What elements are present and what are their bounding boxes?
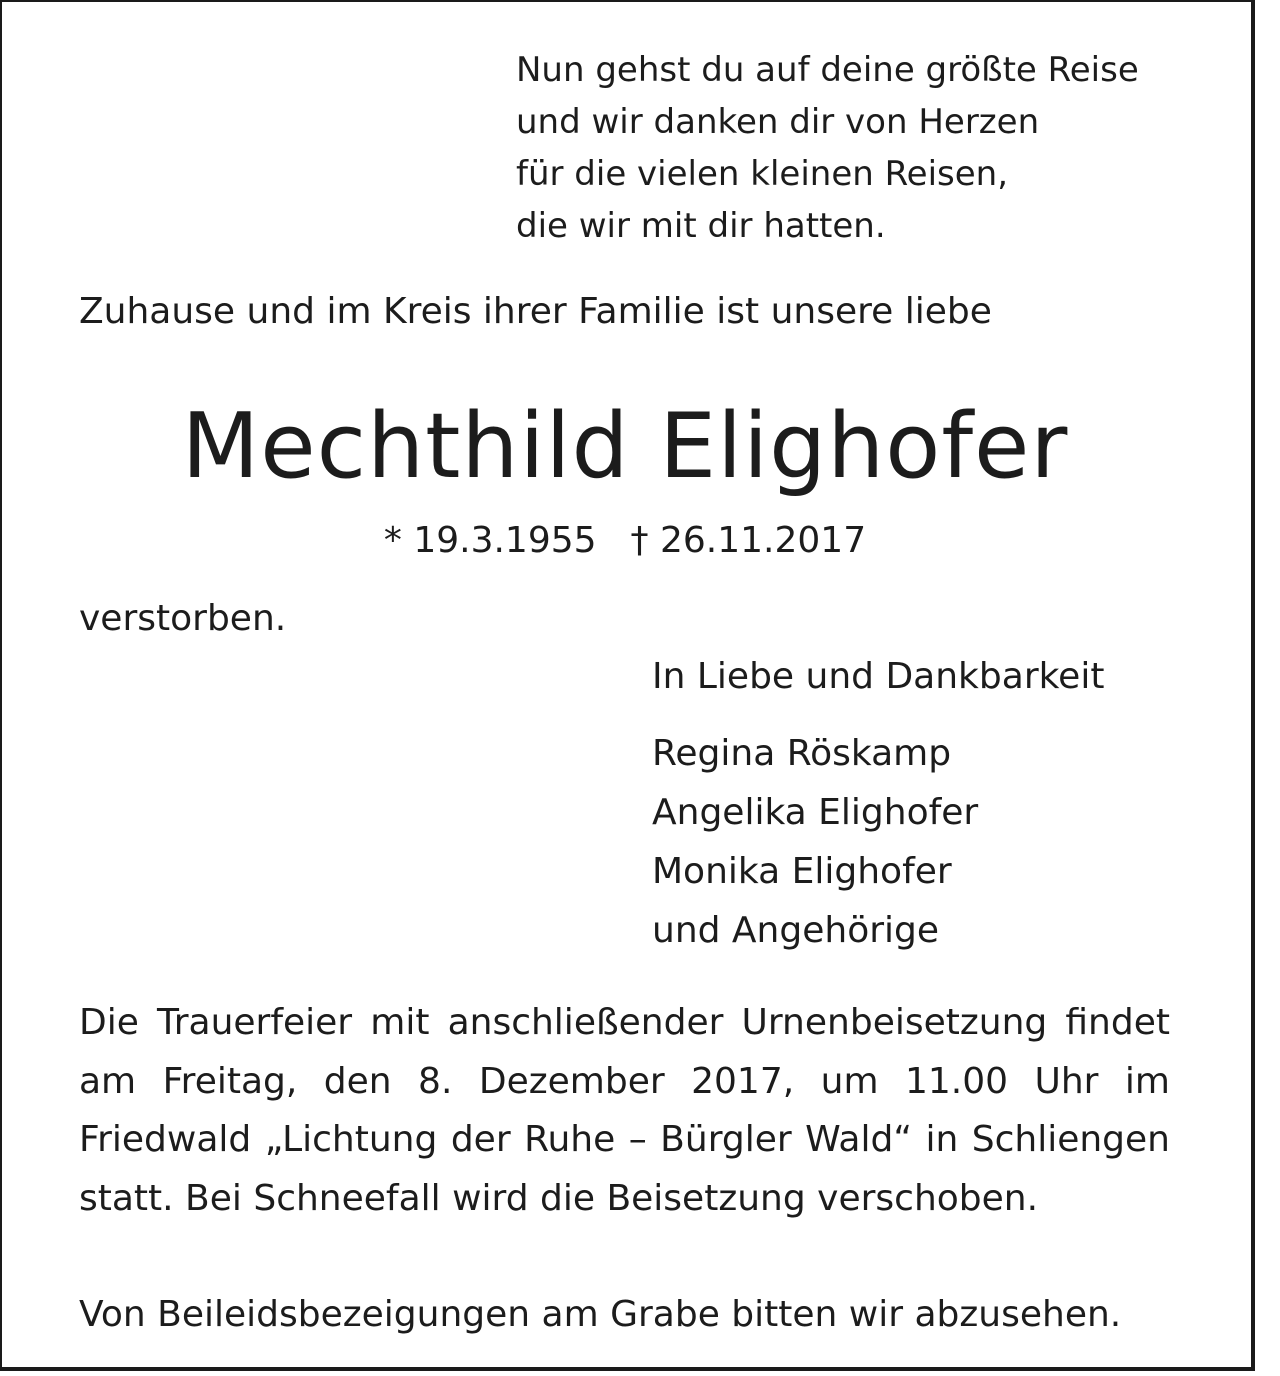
poem-line: die wir mit dir hatten.: [516, 206, 886, 246]
deceased-name: Mechthild Elighofer: [181, 394, 1069, 499]
signer-name: Angelika Elighofer: [652, 792, 979, 833]
birth-date: * 19.3.1955: [383, 520, 597, 561]
intro-text: Zuhause und im Kreis ihrer Familie ist unsere liebe: [79, 291, 992, 332]
poem: [516, 44, 1139, 252]
signer-name: Monika Elighofer: [652, 851, 952, 892]
signer-name: und Angehörige: [652, 910, 940, 951]
life-dates: [0, 518, 1250, 564]
poem-line: für die vielen kleinen Reisen,: [516, 154, 1009, 194]
signoff-text: In Liebe und Dankbarkeit: [652, 656, 1105, 697]
ceremony-notice: Die Trauerfeier mit anschließender Urnenbeisetzung findet am Freitag, den 8. Dezember 2017, um 11.00 Uhr im Friedwald „Lichtung der Ruhe – Bürgler Wald“ in Schliengen statt. Bei Schneefall wird die Beisetzung verschoben.: [79, 1002, 1170, 1219]
verstorben-text: verstorben.: [79, 598, 287, 639]
signers-list: [652, 724, 978, 960]
death-date: † 26.11.2017: [630, 520, 867, 561]
signer-name: Regina Röskamp: [652, 733, 952, 774]
closing-text: Von Beileidsbezeigungen am Grabe bitten wir abzusehen.: [79, 1294, 1122, 1335]
poem-line: Nun gehst du auf deine größte Reise: [516, 50, 1139, 90]
poem-line: und wir danken dir von Herzen: [516, 102, 1040, 142]
